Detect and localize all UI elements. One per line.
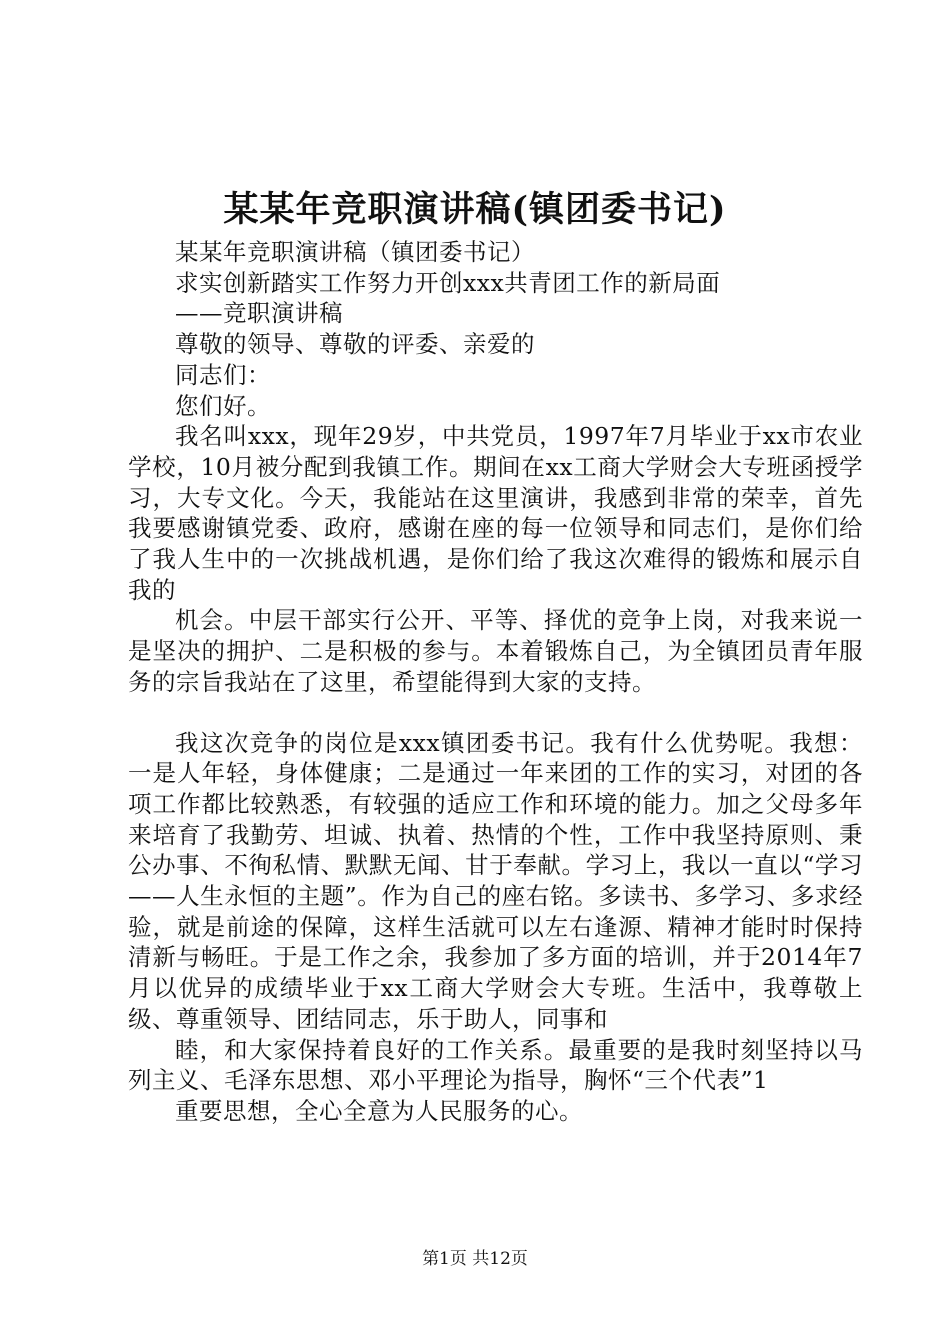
paragraph: 求实创新踏实工作努力开创xxx共青团工作的新局面	[175, 268, 721, 297]
paragraph: 重要思想，全心全意为人民服务的心。	[175, 1096, 583, 1125]
paragraph: 机会。中层干部实行公开、平等、择优的竞争上岗，对我来说一是坚决的拥护、二是积极的参与。本着锻炼自己，为全镇团员青年服务的宗旨我站在了这里，希望能得到大家的支持。	[128, 606, 863, 696]
paragraph: 同志们：	[175, 360, 271, 389]
paragraph: 我名叫xxx，现年29岁，中共党员，1997年7月毕业于xx市农业学校，10月被分配到我镇工作。期间在xx工商大学财会大专班函授学习，大专文化。今天，我能站在这里演讲，我感到非常的荣幸，首先我要感谢镇党委、政府，感谢在座的每一位领导和同志们，是你们给了我人生中的一次挑战机遇，是你们给了我这次难得的锻炼和展示自我的	[128, 422, 863, 604]
document-title: 某某年竞职演讲稿(镇团委书记)	[223, 189, 727, 230]
paragraph: 我这次竞争的岗位是xxx镇团委书记。我有什么优势呢。我想：一是人年轻，身体健康；二是通过一年来团的工作的实习，对团的各项工作都比较熟悉，有较强的适应工作和环境的能力。加之父母多年来培育了我勤劳、坦诚、执着、热情的个性，工作中我坚持原则、秉公办事、不徇私情、默默无闻、甘于奉献。学习上，我以一直以“学习——人生永恒的主题”。作为自己的座右铭。多读书、多学习、多求经验，就是前途的保障，这样生活就可以左右逢源、精神才能时时保持清新与畅旺。于是工作之余，我参加了多方面的培训，并于2014年7月以优异的成绩毕业于xx工商大学财会大专班。生活中，我尊敬上级、尊重领导、团结同志，乐于助人，同事和	[128, 728, 863, 1033]
document-body	[128, 237, 863, 1127]
paragraph: 您们好。	[175, 391, 271, 420]
paragraph: 睦，和大家保持着良好的工作关系。最重要的是我时刻坚持以马列主义、毛泽东思想、邓小平理论为指导，胸怀“三个代表”1	[128, 1035, 863, 1095]
paragraph: ——竞职演讲稿	[175, 299, 343, 328]
paragraph: 尊敬的领导、尊敬的评委、亲爱的	[175, 330, 535, 359]
page-number-footer: 第1页 共12页	[422, 1249, 528, 1269]
paragraph: 某某年竞职演讲稿（镇团委书记）	[175, 238, 535, 266]
